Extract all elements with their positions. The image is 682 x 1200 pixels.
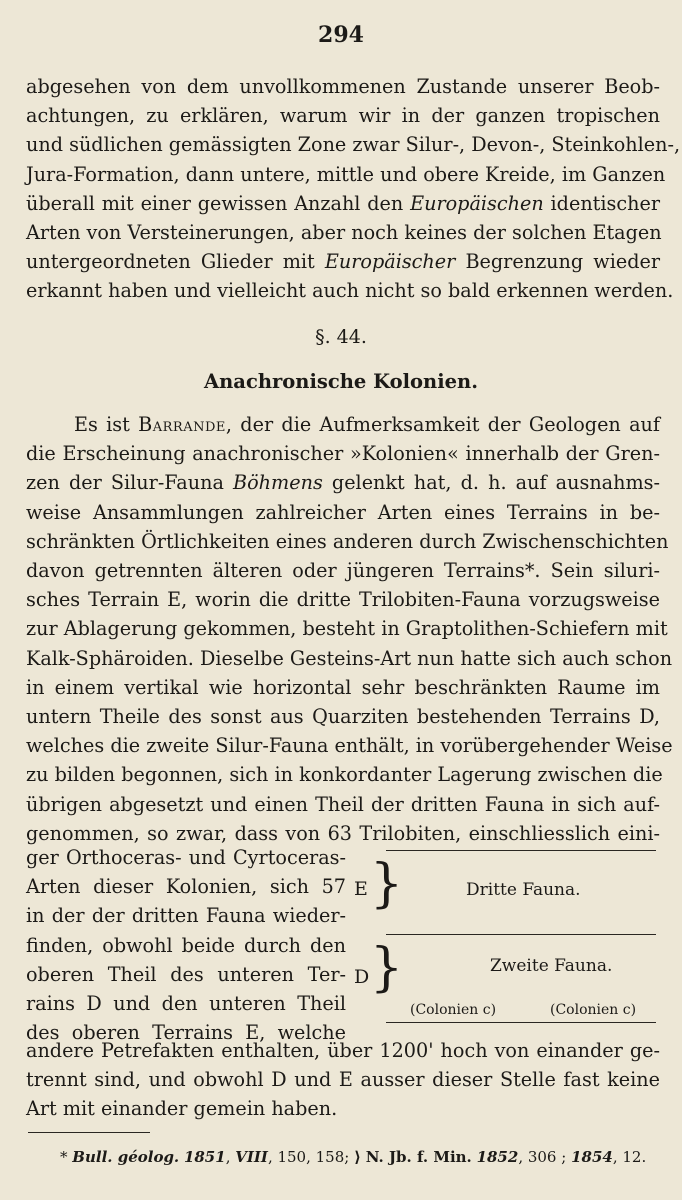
text-line: davon getrennten älteren oder jüngeren Terrains*. Sein siluri- bbox=[26, 559, 660, 583]
footnote: * Bull. géolog. 1851, VIII, 150, 158; ⟩ N. Jb. f. Min. 1852, 306 ; 1854, 12. bbox=[60, 1148, 647, 1166]
brace-e-icon: } bbox=[370, 854, 404, 914]
text-line: finden, obwohl beide durch den bbox=[26, 933, 346, 957]
text-line: oberen Theil des unteren Ter- bbox=[26, 962, 346, 986]
text-line: untern Theile des sonst aus Quarziten bestehenden Terrains D, bbox=[26, 705, 660, 729]
stratum-bottom-line bbox=[386, 1022, 656, 1023]
text-line: abgesehen von dem unvollkommenen Zustande unserer Beob- bbox=[26, 75, 660, 98]
text-line: Arten dieser Kolonien, sich 57 bbox=[26, 875, 346, 899]
stratum-middle-line bbox=[386, 934, 656, 935]
text-line: die Erscheinung anachronischer »Kolonien« innerhalb der Gren- bbox=[26, 442, 660, 466]
text-line: untergeordneten Glieder mit Europäischer Begrenzung wieder bbox=[26, 250, 661, 274]
text-line: Es ist Barrande, der die Aufmerksamkeit der Geologen auf bbox=[74, 413, 660, 436]
text-line: Kalk-Sphäroiden. Dieselbe Gesteins-Art nun hatte sich auch schon bbox=[26, 646, 673, 670]
third-fauna-label: Dritte Fauna. bbox=[466, 880, 581, 900]
stratum-top-line bbox=[386, 850, 656, 851]
second-fauna-label: Zweite Fauna. bbox=[490, 956, 613, 976]
text-line: in der der dritten Fauna wieder- bbox=[26, 904, 346, 928]
text-line: zur Ablagerung gekommen, besteht in Graptolithen-Schiefern mit bbox=[26, 617, 668, 641]
text-line: des oberen Terrains E, welche bbox=[26, 1021, 346, 1045]
text-line: übrigen abgesetzt und einen Theil der dritten Fauna in sich auf- bbox=[26, 792, 660, 816]
text-line: achtungen, zu erklären, warum wir in der ganzen tropischen bbox=[26, 104, 660, 128]
text-line: ger Orthoceras- und Cyrtoceras- bbox=[26, 846, 346, 869]
text-line: in einem vertikal wie horizontal sehr beschränkten Raume im bbox=[26, 675, 660, 699]
text-line: andere Petrefakten enthalten, über 1200' hoch von einander ge- bbox=[26, 1039, 660, 1062]
text-line: rains D und den unteren Theil bbox=[26, 992, 346, 1016]
brace-d-icon: } bbox=[370, 938, 404, 998]
arrow-icon: ⟩ bbox=[354, 1148, 361, 1166]
main-paragraph bbox=[26, 410, 673, 848]
strata-diagram bbox=[350, 838, 670, 1038]
colony-left-label: (Colonien c) bbox=[410, 1002, 497, 1018]
terrain-d-label: D bbox=[354, 966, 370, 988]
text-line: zen der Silur-Fauna Böhmens gelenkt hat, d. h. auf ausnahms- bbox=[26, 471, 660, 495]
wrapped-text bbox=[26, 843, 346, 1047]
text-line: sches Terrain E, worin die dritte Trilobiten-Fauna vorzugsweise bbox=[26, 588, 660, 612]
section-number: §. 44. bbox=[315, 326, 367, 348]
text-line: genommen, so zwar, dass von 63 Trilobiten, einschliesslich eini- bbox=[26, 821, 660, 845]
text-line: zu bilden begonnen, sich in konkordanter Lagerung zwischen die bbox=[26, 763, 663, 787]
page-number: 294 bbox=[318, 22, 364, 48]
text-line: und südlichen gemässigten Zone zwar Silur-, Devon-, Steinkohlen-, bbox=[26, 133, 681, 157]
text-line: Art mit einander gemein haben. bbox=[26, 1097, 338, 1121]
text-line: weise Ansammlungen zahlreicher Arten eines Terrains in be- bbox=[26, 500, 660, 524]
terrain-e-label: E bbox=[354, 878, 368, 900]
colony-right-label: (Colonien c) bbox=[550, 1002, 637, 1018]
text-line: Jura-Formation, dann untere, mittle und obere Kreide, im Ganzen bbox=[26, 162, 666, 186]
intro-paragraph bbox=[26, 72, 681, 306]
text-line: schränkten Örtlichkeiten eines anderen durch Zwischenschichten bbox=[26, 529, 669, 553]
text-line: Arten von Versteinerungen, aber noch keines der solchen Etagen bbox=[26, 221, 662, 245]
text-line: überall mit einer gewissen Anzahl den Europäischen identischer bbox=[26, 191, 660, 215]
text-line: welches die zweite Silur-Fauna enthält, in vorübergehender Weise bbox=[26, 734, 673, 758]
footnote-divider bbox=[28, 1132, 150, 1133]
section-title: Anachronische Kolonien. bbox=[204, 370, 478, 393]
text-line: erkannt haben und vielleicht auch nicht so bald erkennen werden. bbox=[26, 279, 674, 303]
closing-text bbox=[26, 1036, 660, 1124]
text-line: trennt sind, und obwohl D und E ausser dieser Stelle fast keine bbox=[26, 1068, 660, 1092]
